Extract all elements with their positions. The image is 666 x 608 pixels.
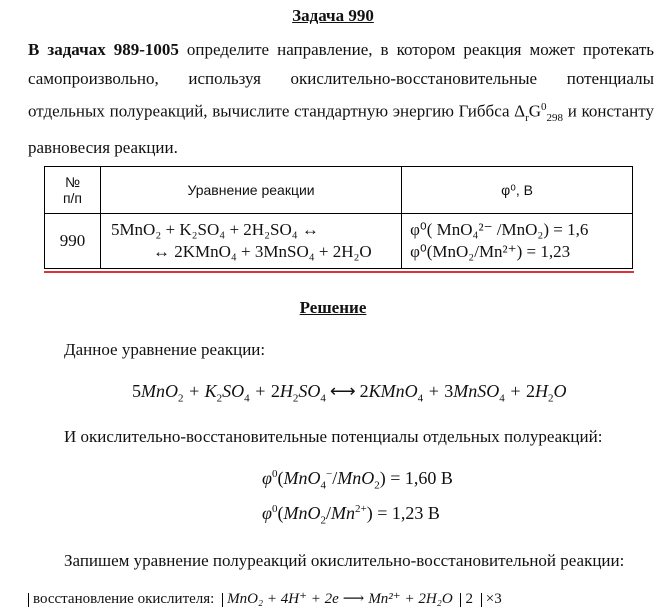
paragraph-potentials-intro: И окислительно-восстановительные потенциалы отдельных полуреакций: — [64, 427, 603, 446]
potential-line-2: φ⁰(MnO₂/Mn²⁺) = 1,23 — [410, 242, 571, 261]
potential-formula-2: $\varphi^0(MnO_2/Mn^{2+}) = 1,23$ В — [262, 503, 440, 527]
potential-line-1: φ⁰( MnO₄²⁻ /MnO₂) = 1,6 — [410, 220, 589, 239]
bracket — [460, 593, 461, 607]
statement-line-2: самопроизвольно, используя окислительно-восстановительные потенциалы — [28, 69, 654, 88]
reduction-label: восстановление окислителя: — [33, 591, 215, 607]
statement-line-3-text: отдельных полуреакций, вычислите стандартную энергию Гиббса Δ — [28, 101, 526, 121]
potential-value-1: = 1,60 В — [390, 468, 453, 488]
reaction-equation: $5MnO_2 + K_2SO_4 + 2H_2SO_4$ ⟷ 2KMnO$_4$ + 3MnSO$_4$ + $2H_2O$ — [132, 381, 567, 405]
potential-formula-1: $\varphi^0(MnO_4^-/MnO_2) = 1,60$ В — [262, 468, 453, 492]
equilibrium-arrow-icon: ⟷ — [329, 381, 356, 401]
reduction-lhs: MnO₂ + 4H⁺ + 2e — [227, 591, 339, 607]
statement-line-4: равновесия реакции. — [28, 138, 178, 158]
header-num: № п/п — [45, 167, 101, 214]
header-potential: φ⁰, В — [402, 167, 633, 214]
statement-line-3-end: и константу — [563, 101, 654, 121]
half-reaction-reduction — [24, 589, 502, 608]
reduction-rhs: Mn²⁺ + 2H₂O — [368, 591, 453, 607]
red-underline — [44, 271, 634, 273]
row-num: 990 — [45, 214, 101, 269]
paragraph-reaction-intro: Данное уравнение реакции: — [64, 340, 266, 359]
problem-title: Задача 990 — [292, 6, 374, 25]
statement-line-1 — [28, 35, 654, 64]
statement-line-1-text: определите направление, в котором реакция может протекать — [186, 40, 654, 59]
problem-statement — [28, 35, 654, 162]
row-potentials — [402, 214, 633, 269]
statement-sub298: 298 — [546, 112, 564, 125]
statement-bold: В задачах 989-1005 — [28, 40, 179, 59]
bracket — [481, 593, 482, 607]
header-equation: Уравнение реакции — [100, 167, 401, 214]
electron-count: 2 — [465, 591, 473, 607]
potential-value-2: = 1,23 В — [377, 503, 440, 523]
reaction-table — [44, 166, 633, 269]
equation-line-1: 5MnO₂ + K₂SO₄ + 2H₂SO₄ ↔ — [110, 220, 319, 239]
statement-sup0: 0 — [541, 101, 547, 113]
table-row — [45, 214, 633, 269]
table-header-row — [45, 167, 633, 214]
paragraph-half-reactions-intro: Запишем уравнение полуреакций окислительно-восстановительной реакции: — [64, 551, 625, 570]
solution-title: Решение — [299, 298, 367, 317]
reaction-arrow-icon: ⟶ — [342, 591, 365, 607]
equation-line-2: ↔ 2KMnO₄ + 3MnSO₄ + 2H₂O — [152, 242, 372, 261]
statement-G: G — [528, 101, 542, 121]
statement-sub-r: r — [525, 112, 529, 125]
bracket — [222, 593, 223, 607]
statement-line-3 — [28, 93, 654, 133]
multiplier: ×3 — [485, 591, 502, 607]
left-bracket — [28, 593, 29, 607]
row-equation — [100, 214, 401, 269]
